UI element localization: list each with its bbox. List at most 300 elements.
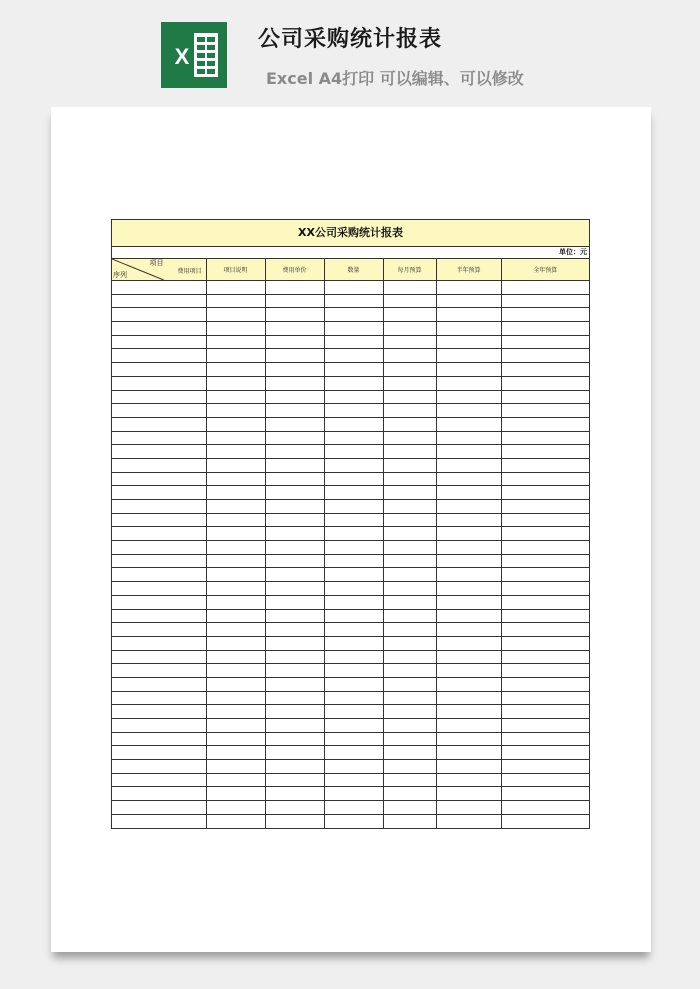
table-cell[interactable] (436, 595, 501, 609)
table-cell[interactable] (436, 691, 501, 705)
table-cell[interactable] (436, 582, 501, 596)
table-cell[interactable] (436, 541, 501, 555)
table-cell[interactable] (265, 719, 324, 733)
table-cell[interactable] (436, 664, 501, 678)
table-cell[interactable] (436, 773, 501, 787)
table-cell[interactable] (206, 623, 265, 637)
table-cell[interactable] (112, 623, 206, 637)
table-cell[interactable] (206, 595, 265, 609)
table-cell[interactable] (501, 664, 589, 678)
table-cell[interactable] (265, 595, 324, 609)
table-cell[interactable] (324, 732, 383, 746)
table-cell[interactable] (324, 691, 383, 705)
table-cell[interactable] (324, 335, 383, 349)
table-cell[interactable] (112, 294, 206, 308)
table-cell[interactable] (112, 458, 206, 472)
table-cell[interactable] (501, 527, 589, 541)
column-header-monthly-budget[interactable]: 每月预算 (383, 259, 436, 281)
table-cell[interactable] (112, 404, 206, 418)
table-cell[interactable] (206, 404, 265, 418)
table-row (112, 472, 589, 486)
table-cell[interactable] (436, 677, 501, 691)
table-cell[interactable] (436, 294, 501, 308)
table-cell[interactable] (501, 650, 589, 664)
table-cell[interactable] (265, 335, 324, 349)
table-cell[interactable] (206, 458, 265, 472)
table-cell[interactable] (112, 390, 206, 404)
table-cell[interactable] (436, 527, 501, 541)
table-cell[interactable] (501, 472, 589, 486)
table-cell[interactable] (383, 322, 436, 336)
table-cell[interactable] (501, 801, 589, 815)
table-cell[interactable] (112, 664, 206, 678)
table-cell[interactable] (112, 691, 206, 705)
table-cell[interactable] (324, 568, 383, 582)
table-cell[interactable] (501, 760, 589, 774)
table-cell[interactable] (383, 458, 436, 472)
table-cell[interactable] (324, 294, 383, 308)
table-cell[interactable] (383, 527, 436, 541)
table-cell[interactable] (501, 349, 589, 363)
table-cell[interactable] (324, 541, 383, 555)
table-cell[interactable] (265, 349, 324, 363)
table-cell[interactable] (206, 500, 265, 514)
table-cell[interactable] (206, 445, 265, 459)
table-cell[interactable] (383, 677, 436, 691)
table-cell[interactable] (436, 417, 501, 431)
purchase-table (112, 259, 589, 829)
table-cell[interactable] (324, 719, 383, 733)
table-cell[interactable] (265, 363, 324, 377)
table-cell[interactable] (501, 623, 589, 637)
table-cell[interactable] (206, 527, 265, 541)
table-cell[interactable] (436, 390, 501, 404)
table-cell[interactable] (265, 404, 324, 418)
table-cell[interactable] (324, 554, 383, 568)
table-cell[interactable] (324, 623, 383, 637)
table-cell[interactable] (112, 746, 206, 760)
table-cell[interactable] (436, 787, 501, 801)
table-cell[interactable] (265, 541, 324, 555)
table-cell[interactable] (324, 417, 383, 431)
table-cell[interactable] (324, 281, 383, 295)
table-cell[interactable] (324, 650, 383, 664)
table-cell[interactable] (265, 486, 324, 500)
table-cell[interactable] (436, 719, 501, 733)
table-cell[interactable] (501, 376, 589, 390)
table-cell[interactable] (206, 349, 265, 363)
table-cell[interactable] (501, 500, 589, 514)
table-cell[interactable] (112, 554, 206, 568)
table-cell[interactable] (265, 732, 324, 746)
table-cell[interactable] (265, 294, 324, 308)
table-cell[interactable] (265, 650, 324, 664)
table-cell[interactable] (112, 376, 206, 390)
table-cell[interactable] (383, 582, 436, 596)
table-cell[interactable] (112, 541, 206, 555)
table-cell[interactable] (324, 472, 383, 486)
table-cell[interactable] (436, 431, 501, 445)
table-cell[interactable] (324, 664, 383, 678)
table-cell[interactable] (383, 335, 436, 349)
table-cell[interactable] (383, 760, 436, 774)
table-cell[interactable] (501, 445, 589, 459)
table-cell[interactable] (383, 623, 436, 637)
table-cell[interactable] (436, 623, 501, 637)
table-cell[interactable] (436, 376, 501, 390)
table-cell[interactable] (265, 445, 324, 459)
table-cell[interactable] (112, 335, 206, 349)
table-cell[interactable] (112, 513, 206, 527)
table-cell[interactable] (324, 322, 383, 336)
table-cell[interactable] (206, 294, 265, 308)
table-cell[interactable] (206, 486, 265, 500)
table-cell[interactable] (383, 486, 436, 500)
table-row (112, 417, 589, 431)
table-cell[interactable] (206, 568, 265, 582)
column-header-half-year-budget[interactable]: 半年预算 (436, 259, 501, 281)
table-cell[interactable] (324, 787, 383, 801)
table-cell[interactable] (383, 636, 436, 650)
table-cell[interactable] (436, 732, 501, 746)
table-cell[interactable] (265, 568, 324, 582)
table-cell[interactable] (383, 732, 436, 746)
table-cell[interactable] (265, 609, 324, 623)
table-cell[interactable] (436, 363, 501, 377)
table-cell[interactable] (501, 417, 589, 431)
table-cell[interactable] (501, 732, 589, 746)
table-cell[interactable] (206, 322, 265, 336)
table-cell[interactable] (383, 595, 436, 609)
table-cell[interactable] (383, 472, 436, 486)
table-cell[interactable] (501, 691, 589, 705)
table-cell[interactable] (436, 486, 501, 500)
table-cell[interactable] (324, 431, 383, 445)
table-cell[interactable] (265, 554, 324, 568)
table-row (112, 609, 589, 623)
table-cell[interactable] (383, 691, 436, 705)
table-cell[interactable] (206, 773, 265, 787)
table-cell[interactable] (112, 677, 206, 691)
table-cell[interactable] (206, 732, 265, 746)
table-cell[interactable] (501, 787, 589, 801)
table-cell[interactable] (112, 760, 206, 774)
table-cell[interactable] (501, 431, 589, 445)
table-cell[interactable] (501, 458, 589, 472)
column-header-unit-price[interactable]: 费用单价 (265, 259, 324, 281)
table-cell[interactable] (501, 363, 589, 377)
table-cell[interactable] (383, 568, 436, 582)
table-cell[interactable] (112, 595, 206, 609)
column-header-annual-budget[interactable]: 全年预算 (501, 259, 589, 281)
table-cell[interactable] (206, 417, 265, 431)
table-cell[interactable] (206, 376, 265, 390)
table-cell[interactable] (436, 650, 501, 664)
table-cell[interactable] (265, 431, 324, 445)
table-row (112, 445, 589, 459)
table-cell[interactable] (206, 431, 265, 445)
table-cell[interactable] (436, 636, 501, 650)
table-cell[interactable] (206, 787, 265, 801)
table-cell[interactable] (383, 281, 436, 295)
table-cell[interactable] (206, 677, 265, 691)
table-header-row (112, 259, 589, 281)
table-cell[interactable] (112, 582, 206, 596)
column-header-item-desc[interactable]: 项目说明 (206, 259, 265, 281)
table-cell[interactable] (383, 445, 436, 459)
table-cell[interactable] (501, 746, 589, 760)
table-cell[interactable] (436, 760, 501, 774)
table-cell[interactable] (265, 664, 324, 678)
table-cell[interactable] (501, 513, 589, 527)
table-cell[interactable] (265, 458, 324, 472)
table-cell[interactable] (501, 719, 589, 733)
table-cell[interactable] (324, 363, 383, 377)
table-cell[interactable] (324, 513, 383, 527)
table-cell[interactable] (436, 568, 501, 582)
table-cell[interactable] (383, 787, 436, 801)
table-cell[interactable] (112, 281, 206, 295)
column-header-quantity[interactable]: 数量 (324, 259, 383, 281)
table-cell[interactable] (206, 554, 265, 568)
table-cell[interactable] (206, 390, 265, 404)
table-cell[interactable] (501, 705, 589, 719)
table-cell[interactable] (501, 554, 589, 568)
table-cell[interactable] (501, 677, 589, 691)
table-cell[interactable] (265, 773, 324, 787)
table-cell[interactable] (383, 554, 436, 568)
table-cell[interactable] (265, 390, 324, 404)
table-cell[interactable] (436, 500, 501, 514)
table-cell[interactable] (324, 376, 383, 390)
table-cell[interactable] (112, 568, 206, 582)
table-cell[interactable] (383, 294, 436, 308)
table-cell[interactable] (324, 677, 383, 691)
table-body (112, 281, 589, 829)
table-cell[interactable] (436, 801, 501, 815)
table-cell[interactable] (383, 404, 436, 418)
column-header-expense-item: 费用项目 (177, 268, 202, 275)
table-cell[interactable] (383, 390, 436, 404)
table-cell[interactable] (436, 281, 501, 295)
table-cell[interactable] (501, 773, 589, 787)
table-cell[interactable] (324, 500, 383, 514)
table-cell[interactable] (501, 609, 589, 623)
table-cell[interactable] (265, 677, 324, 691)
table-cell[interactable] (436, 554, 501, 568)
table-cell[interactable] (324, 746, 383, 760)
table-cell[interactable] (383, 773, 436, 787)
table-cell[interactable] (206, 760, 265, 774)
table-cell[interactable] (112, 445, 206, 459)
table-cell[interactable] (112, 609, 206, 623)
table-cell[interactable] (501, 322, 589, 336)
table-cell[interactable] (112, 472, 206, 486)
table-cell[interactable] (112, 719, 206, 733)
table-cell[interactable] (324, 773, 383, 787)
table-cell[interactable] (206, 691, 265, 705)
table-cell[interactable] (383, 541, 436, 555)
table-cell[interactable] (501, 281, 589, 295)
table-cell[interactable] (265, 500, 324, 514)
table-cell[interactable] (324, 636, 383, 650)
table-cell[interactable] (206, 636, 265, 650)
table-row (112, 486, 589, 500)
header-cell-diagonal[interactable] (112, 259, 206, 281)
table-cell[interactable] (112, 349, 206, 363)
table-cell[interactable] (383, 705, 436, 719)
table-cell[interactable] (112, 500, 206, 514)
table-cell[interactable] (265, 513, 324, 527)
table-cell[interactable] (383, 664, 436, 678)
table-cell[interactable] (436, 814, 501, 828)
table-cell[interactable] (383, 417, 436, 431)
table-cell[interactable] (383, 431, 436, 445)
table-cell[interactable] (265, 582, 324, 596)
table-cell[interactable] (112, 486, 206, 500)
table-cell[interactable] (383, 719, 436, 733)
table-cell[interactable] (265, 308, 324, 322)
table-cell[interactable] (383, 609, 436, 623)
table-cell[interactable] (501, 308, 589, 322)
table-cell[interactable] (324, 458, 383, 472)
table-cell[interactable] (436, 322, 501, 336)
table-cell[interactable] (206, 582, 265, 596)
table-cell[interactable] (324, 404, 383, 418)
table-cell[interactable] (501, 595, 589, 609)
table-cell[interactable] (436, 445, 501, 459)
table-cell[interactable] (265, 746, 324, 760)
table-cell[interactable] (501, 335, 589, 349)
table-cell[interactable] (206, 664, 265, 678)
table-cell[interactable] (206, 335, 265, 349)
table-cell[interactable] (112, 814, 206, 828)
table-cell[interactable] (265, 623, 324, 637)
table-cell[interactable] (436, 513, 501, 527)
table-cell[interactable] (436, 609, 501, 623)
table-cell[interactable] (383, 500, 436, 514)
table-cell[interactable] (265, 814, 324, 828)
table-cell[interactable] (324, 814, 383, 828)
table-cell[interactable] (112, 636, 206, 650)
table-cell[interactable] (383, 746, 436, 760)
table-cell[interactable] (206, 650, 265, 664)
table-cell[interactable] (265, 472, 324, 486)
table-cell[interactable] (324, 445, 383, 459)
table-cell[interactable] (112, 363, 206, 377)
table-cell[interactable] (112, 732, 206, 746)
table-cell[interactable] (324, 582, 383, 596)
a4-paper (51, 107, 651, 952)
table-cell[interactable] (436, 458, 501, 472)
table-cell[interactable] (324, 390, 383, 404)
table-cell[interactable] (324, 705, 383, 719)
table-cell[interactable] (112, 801, 206, 815)
table-cell[interactable] (383, 801, 436, 815)
table-cell[interactable] (206, 746, 265, 760)
table-cell[interactable] (324, 595, 383, 609)
table-cell[interactable] (265, 417, 324, 431)
table-cell[interactable] (206, 814, 265, 828)
table-cell[interactable] (324, 486, 383, 500)
table-cell[interactable] (206, 541, 265, 555)
table-cell[interactable] (436, 404, 501, 418)
table-cell[interactable] (436, 705, 501, 719)
table-cell[interactable] (112, 787, 206, 801)
table-cell[interactable] (112, 308, 206, 322)
table-cell[interactable] (206, 472, 265, 486)
table-cell[interactable] (324, 527, 383, 541)
table-cell[interactable] (265, 527, 324, 541)
table-cell[interactable] (501, 404, 589, 418)
page-header (0, 0, 700, 100)
table-cell[interactable] (265, 787, 324, 801)
table-cell[interactable] (206, 363, 265, 377)
table-cell[interactable] (206, 705, 265, 719)
table-cell[interactable] (265, 636, 324, 650)
table-cell[interactable] (501, 568, 589, 582)
table-cell[interactable] (324, 308, 383, 322)
table-cell[interactable] (206, 801, 265, 815)
table-cell[interactable] (265, 801, 324, 815)
table-cell[interactable] (436, 308, 501, 322)
table-cell[interactable] (112, 417, 206, 431)
table-cell[interactable] (436, 335, 501, 349)
table-cell[interactable] (112, 431, 206, 445)
table-cell[interactable] (383, 376, 436, 390)
table-cell[interactable] (501, 390, 589, 404)
table-cell[interactable] (206, 281, 265, 295)
table-cell[interactable] (206, 609, 265, 623)
table-cell[interactable] (436, 349, 501, 363)
table-cell[interactable] (501, 294, 589, 308)
table-cell[interactable] (383, 650, 436, 664)
table-cell[interactable] (383, 308, 436, 322)
table-cell[interactable] (501, 636, 589, 650)
table-cell[interactable] (436, 746, 501, 760)
table-cell[interactable] (501, 541, 589, 555)
table-cell[interactable] (436, 472, 501, 486)
table-cell[interactable] (112, 705, 206, 719)
table-cell[interactable] (501, 582, 589, 596)
table-cell[interactable] (324, 349, 383, 363)
table-cell[interactable] (206, 719, 265, 733)
table-cell[interactable] (206, 308, 265, 322)
table-cell[interactable] (265, 691, 324, 705)
table-cell[interactable] (265, 322, 324, 336)
table-cell[interactable] (324, 760, 383, 774)
table-cell[interactable] (265, 281, 324, 295)
table-cell[interactable] (324, 801, 383, 815)
table-cell[interactable] (112, 322, 206, 336)
table-cell[interactable] (501, 814, 589, 828)
table-row (112, 691, 589, 705)
table-cell[interactable] (383, 349, 436, 363)
table-row (112, 281, 589, 295)
table-cell[interactable] (383, 814, 436, 828)
table-cell[interactable] (265, 705, 324, 719)
table-cell[interactable] (206, 513, 265, 527)
table-cell[interactable] (383, 363, 436, 377)
table-cell[interactable] (112, 527, 206, 541)
table-cell[interactable] (112, 650, 206, 664)
table-cell[interactable] (265, 760, 324, 774)
table-cell[interactable] (324, 609, 383, 623)
table-cell[interactable] (383, 513, 436, 527)
table-cell[interactable] (265, 376, 324, 390)
table-cell[interactable] (501, 486, 589, 500)
table-cell[interactable] (112, 773, 206, 787)
